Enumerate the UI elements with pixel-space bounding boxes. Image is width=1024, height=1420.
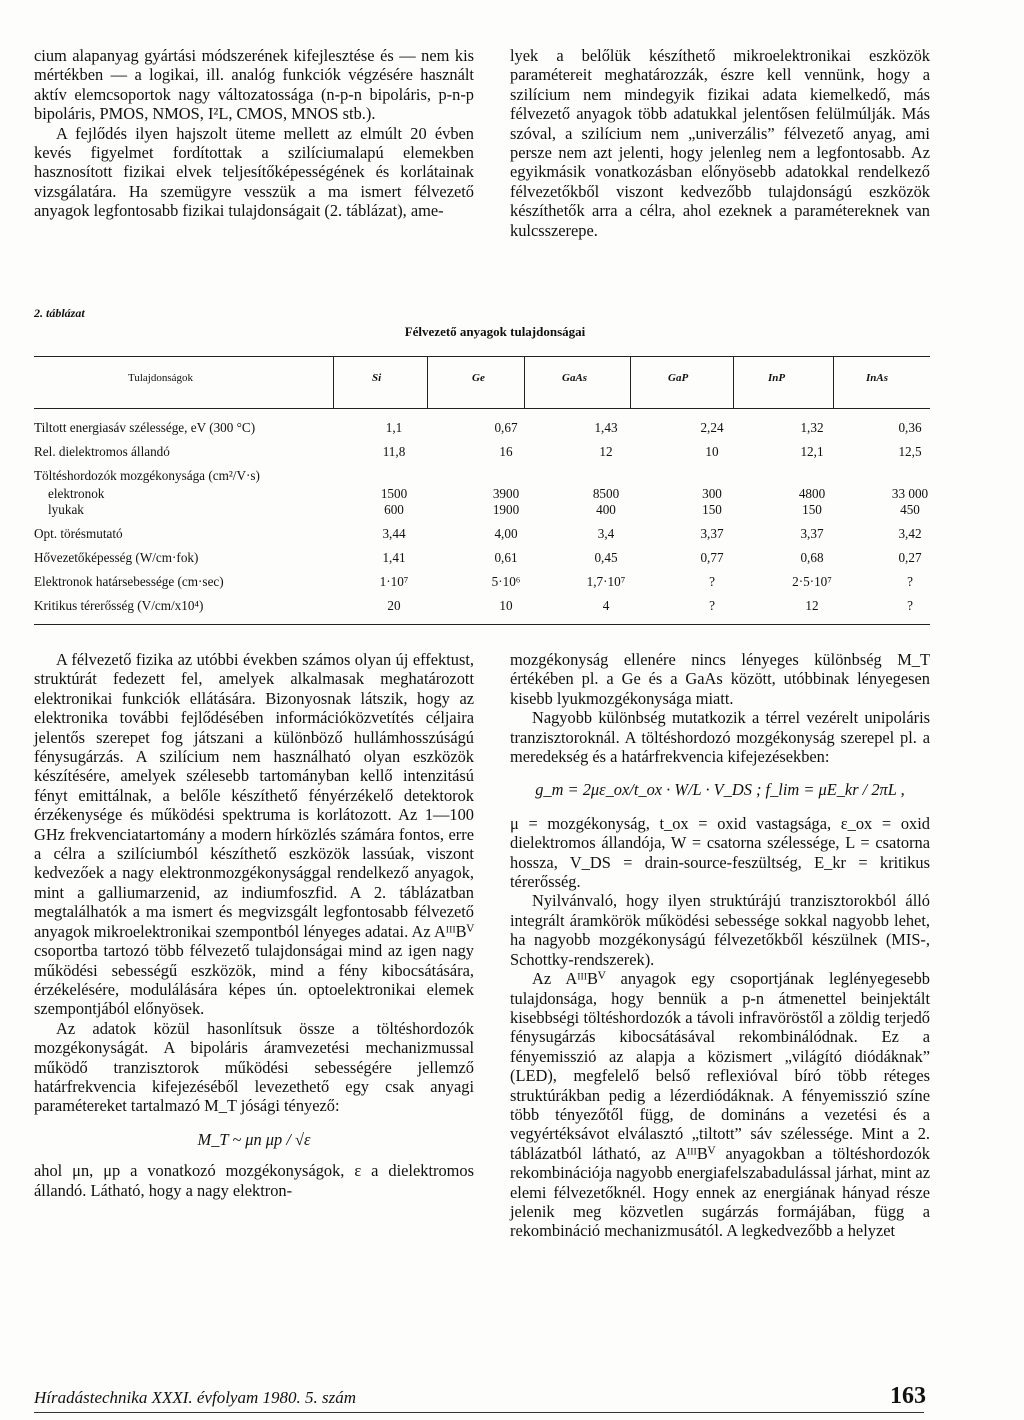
cell: 1,41	[382, 550, 406, 565]
cell: 33 000	[891, 486, 929, 501]
table-header-rule	[34, 408, 930, 409]
cell: 3900	[492, 486, 520, 501]
row-label: Rel. dielektromos állandó	[34, 444, 170, 459]
row-label: lyukak	[48, 502, 84, 517]
cell: 450	[900, 502, 920, 517]
paragraph: mozgékonyság ellenére nincs lényeges különbség M_T értékében pl. a Ge és a GaAs között, utóbbinak lényegesen kisebb lyukmozgékonysága miatt.	[510, 650, 930, 708]
cell: ?	[709, 574, 715, 589]
table-header: Si	[372, 372, 382, 384]
table-row	[34, 468, 930, 488]
table-header: GaAs	[562, 372, 588, 384]
cell: 1·10⁷	[379, 574, 409, 589]
cell: 4800	[798, 486, 826, 501]
table-header: Tulajdonságok	[128, 372, 193, 384]
table-divider	[833, 356, 834, 408]
table-row	[34, 526, 930, 546]
cell: 4	[602, 598, 610, 613]
cell: 1500	[380, 486, 408, 501]
table-bottom-rule	[34, 624, 930, 625]
row-label: Tiltott energiasáv szélessége, eV (300 °C)	[34, 420, 256, 435]
row-label: Töltéshordozók mozgékonysága (cm²/V·s)	[34, 468, 260, 483]
cell: 12,1	[800, 444, 824, 459]
top-left-column	[34, 46, 474, 221]
cell: 12	[599, 444, 613, 459]
row-label: Elektronok határsebessége (cm·sec)	[34, 574, 224, 589]
cell: 2,24	[700, 420, 724, 435]
paragraph: A félvezető fizika az utóbbi években számos olyan új effektust, struktúrát fedezett fel, amelyek alkalmasak meghatározott elektronikai funkciók ellátására. Bizonyosnak látszik, hogy az elektronika további fejlődésében információközvetítés céljaira jelentős szerepet fog játszani a különböző hullámhosszúságú fénysugárzás. A szilícium nem használható olyan eszközök készítésére, amelyek szélesebb tartományban kellő intenzitású fényt emittálnak, a belőle készíthető fényérzékelő detektorok érzékenysége és működési spektruma is korlátozott. Az 1—100 GHz frekvenciatartomány a modern hírközlés számára fontos, erre a célra a szilíciumból készíthető eszközök lassúak, viszont kedvezőek a nagy elektronmozgékonysággal rendelkező anyagok, mint a galliumarzenid, az indiumfoszfid. A 2. táblázatban megtalálhatók a ma ismert és megvizsgált legfontosabb félvezető anyagok mikroelektronikai szempontból lényeges adatai. Az AᴵᴵᴵBⱽ csoportba tartozó több félvezető tulajdonságai mind az igen nagy működési sebességű eszközök, mind a fény kibocsátására, érzékelésére, modulálására képes ún. optoelektronikai elemek szempontjából előnyösek.	[34, 650, 474, 1019]
table-row	[34, 420, 930, 440]
paragraph: A fejlődés ilyen hajszolt üteme mellett az elmúlt 20 évben kevés figyelmet fordítottak a szilíciumalapú elemekben hasznosított fizikai elvek teljesítőképességének és korlátainak vizsgálatára. Ha szemügyre vesszük a ma ismert félvezető anyagok legfontosabb fizikai tulajdonságait (2. táblázat), ame-	[34, 123, 474, 221]
cell: 12,5	[898, 444, 922, 459]
cell: 0,68	[800, 550, 824, 565]
table-row	[34, 598, 930, 618]
table-divider	[630, 356, 631, 408]
table-divider	[733, 356, 734, 408]
cell: 10	[499, 598, 513, 613]
journal-footer: Híradástechnika XXXI. évfolyam 1980. 5. szám	[34, 1388, 356, 1407]
table-header: InP	[768, 372, 786, 384]
table-row	[34, 444, 930, 464]
cell: 300	[702, 486, 722, 501]
table-title: Félvezető anyagok tulajdonságai	[404, 324, 586, 339]
cell: 0,27	[898, 550, 922, 565]
table-row	[34, 550, 930, 570]
cell: 3,37	[800, 526, 824, 541]
cell: 1,43	[594, 420, 618, 435]
paragraph: μ = mozgékonyság, t_ox = oxid vastagsága, ε_ox = oxid dielektromos állandója, W = csatorna szélessége, L = csatorna hossza, V_DS = drain-source-feszültség, E_kr = kritikus térerősség.	[510, 813, 930, 892]
bottom-right-column	[510, 650, 930, 1241]
row-label: Hővezetőképesség (W/cm·fok)	[34, 550, 199, 565]
cell: 0,67	[494, 420, 518, 435]
cell: 150	[802, 502, 822, 517]
cell: 2·5·10⁷	[792, 574, 832, 589]
cell: 12	[805, 598, 819, 613]
row-label: Opt. törésmutató	[34, 526, 123, 541]
paragraph: Az AᴵᴵᴵBⱽ anyagok egy csoportjának leglényegesebb tulajdonsága, hogy bennük a p-n átmenettel beinjektált kisebbségi töltéshordozók a távoli infravöröstől a zöldig terjedő fénysugárzás kibocsátásával rekombinálódnak. Ez a fényemisszió az alapja a közismert „világító diódáknak” (LED), megfelelő belső reflexióval bíró több réteges struktúrákban pedig a lézerdiódáknak. A fényemisszió színe több tényezőtől függ, de domináns a vezetési és a vegyértéksávot elválasztó „tiltott” sáv szélessége. Mint a 2. táblázatból látható, az AᴵᴵᴵBⱽ anyagokban a töltéshordozók rekombinációja nagyobb energiafelszabadulással járhat, mint az elemi félvezetőknél. Hogy ennek az energiának hányad része jelenik meg közvetlen sugárzás formájában, függ a rekombináció mechanizmusától. A legkedvezőbb a helyzet	[510, 969, 930, 1241]
cell: 1,32	[800, 420, 824, 435]
table-top-rule	[34, 356, 930, 357]
cell: 0,61	[494, 550, 518, 565]
paragraph: cium alapanyag gyártási módszerének kifejlesztése és — nem kis mértékben — a logikai, ill. analóg funkciók végzésére használt aktív elemcsoportok nagy változatossága (n-p-n bipoláris, p-n-p bipoláris, PMOS, NMOS, I²L, CMOS, MNOS stb.).	[34, 46, 474, 124]
formula-gm: g_m = 2με_ox/t_ox · W/L · V_DS ; f_lim = μE_kr / 2πL ,	[535, 780, 905, 800]
cell: 3,37	[700, 526, 724, 541]
cell: 20	[387, 598, 401, 613]
paragraph: ahol μn, μp a vonatkozó mozgékonyságok, ε a dielektromos állandó. Látható, hogy a nagy elektron-	[34, 1161, 474, 1200]
cell: 10	[705, 444, 719, 459]
cell: 3,44	[382, 526, 406, 541]
cell: 0,45	[594, 550, 618, 565]
cell: ?	[709, 598, 715, 613]
table-row	[34, 574, 930, 594]
cell: 1,1	[385, 420, 403, 435]
cell: 600	[384, 502, 404, 517]
cell: 11,8	[382, 444, 406, 459]
table-header: Ge	[472, 372, 485, 384]
paragraph: Nyilvánvaló, hogy ilyen struktúrájú tranzisztorokból álló integrált áramkörök működési sebessége sokkal nagyobb lehet, ha nagyobb mozgékonyságú félvezetőkből készülnek (MIS-, Schottky-rendszerek).	[510, 891, 930, 969]
cell: 1,7·10⁷	[586, 574, 626, 589]
paragraph: Nagyobb különbség mutatkozik a térrel vezérelt unipoláris tranzisztoroknál. A töltéshordozó mozgékonyság szerepel pl. a meredekség és a határfrekvencia kifejezésekben:	[510, 708, 930, 767]
cell: 150	[702, 502, 722, 517]
table-divider	[427, 356, 428, 408]
cell: 0,36	[898, 420, 922, 435]
table-header: GaP	[668, 372, 689, 384]
table-divider	[524, 356, 525, 408]
cell: ?	[907, 598, 913, 613]
table-row	[34, 502, 930, 522]
row-label: Kritikus térerősség (V/cm/x10⁴)	[34, 598, 204, 613]
paragraph: Az adatok közül hasonlítsuk össze a töltéshordozók mozgékonyságát. A bipoláris áramvezetési mechanizmussal működő tranzisztorok működési sebességére jellemző határfrekvencia kifejezéséből levezethető egy csak anyagi paramétereket tartalmazó M_T jósági tényező:	[34, 1018, 474, 1116]
formula-mt: M_T ~ μn μp / √ε	[197, 1129, 311, 1149]
cell: 8500	[592, 486, 620, 501]
top-right-column	[510, 46, 930, 240]
cell: 400	[596, 502, 616, 517]
cell: 3,4	[597, 526, 615, 541]
table-divider	[333, 356, 334, 408]
cell: 1900	[492, 502, 520, 517]
cell: ?	[907, 574, 913, 589]
bottom-left-column	[34, 650, 474, 1200]
paragraph: lyek a belőlük készíthető mikroelektronikai eszközök paramétereit meghatározzák, észre kell vennünk, hogy a szilícium nem mindegyik fizikai adata kiemelkedő, más félvezető anyagok több adatukkal jelentősen felülmúlják. Más szóval, a szilícium nem „univerzális” félvezető anyag, ami persze nem azt jelenti, hogy jelenleg nem a legfontosabb. Az egyikmásik vonatkozásban előnyösebb adatokkal rendelkező félvezetőkből viszont kedvezőbb tulajdonságú eszközök készíthetők arra a célra, ahol ezeknek a paramétereknek van kulcsszerepe.	[510, 46, 930, 240]
table-label: 2. táblázat	[34, 306, 85, 320]
cell: 4,00	[494, 526, 518, 541]
table-header: InAs	[866, 372, 889, 384]
cell: 0,77	[700, 550, 724, 565]
page-number: 163	[890, 1383, 926, 1409]
row-label: elektronok	[48, 486, 105, 501]
cell: 16	[499, 444, 513, 459]
cell: 5·10⁶	[491, 574, 521, 589]
cell: 3,42	[898, 526, 922, 541]
footer-rule	[34, 1412, 924, 1413]
